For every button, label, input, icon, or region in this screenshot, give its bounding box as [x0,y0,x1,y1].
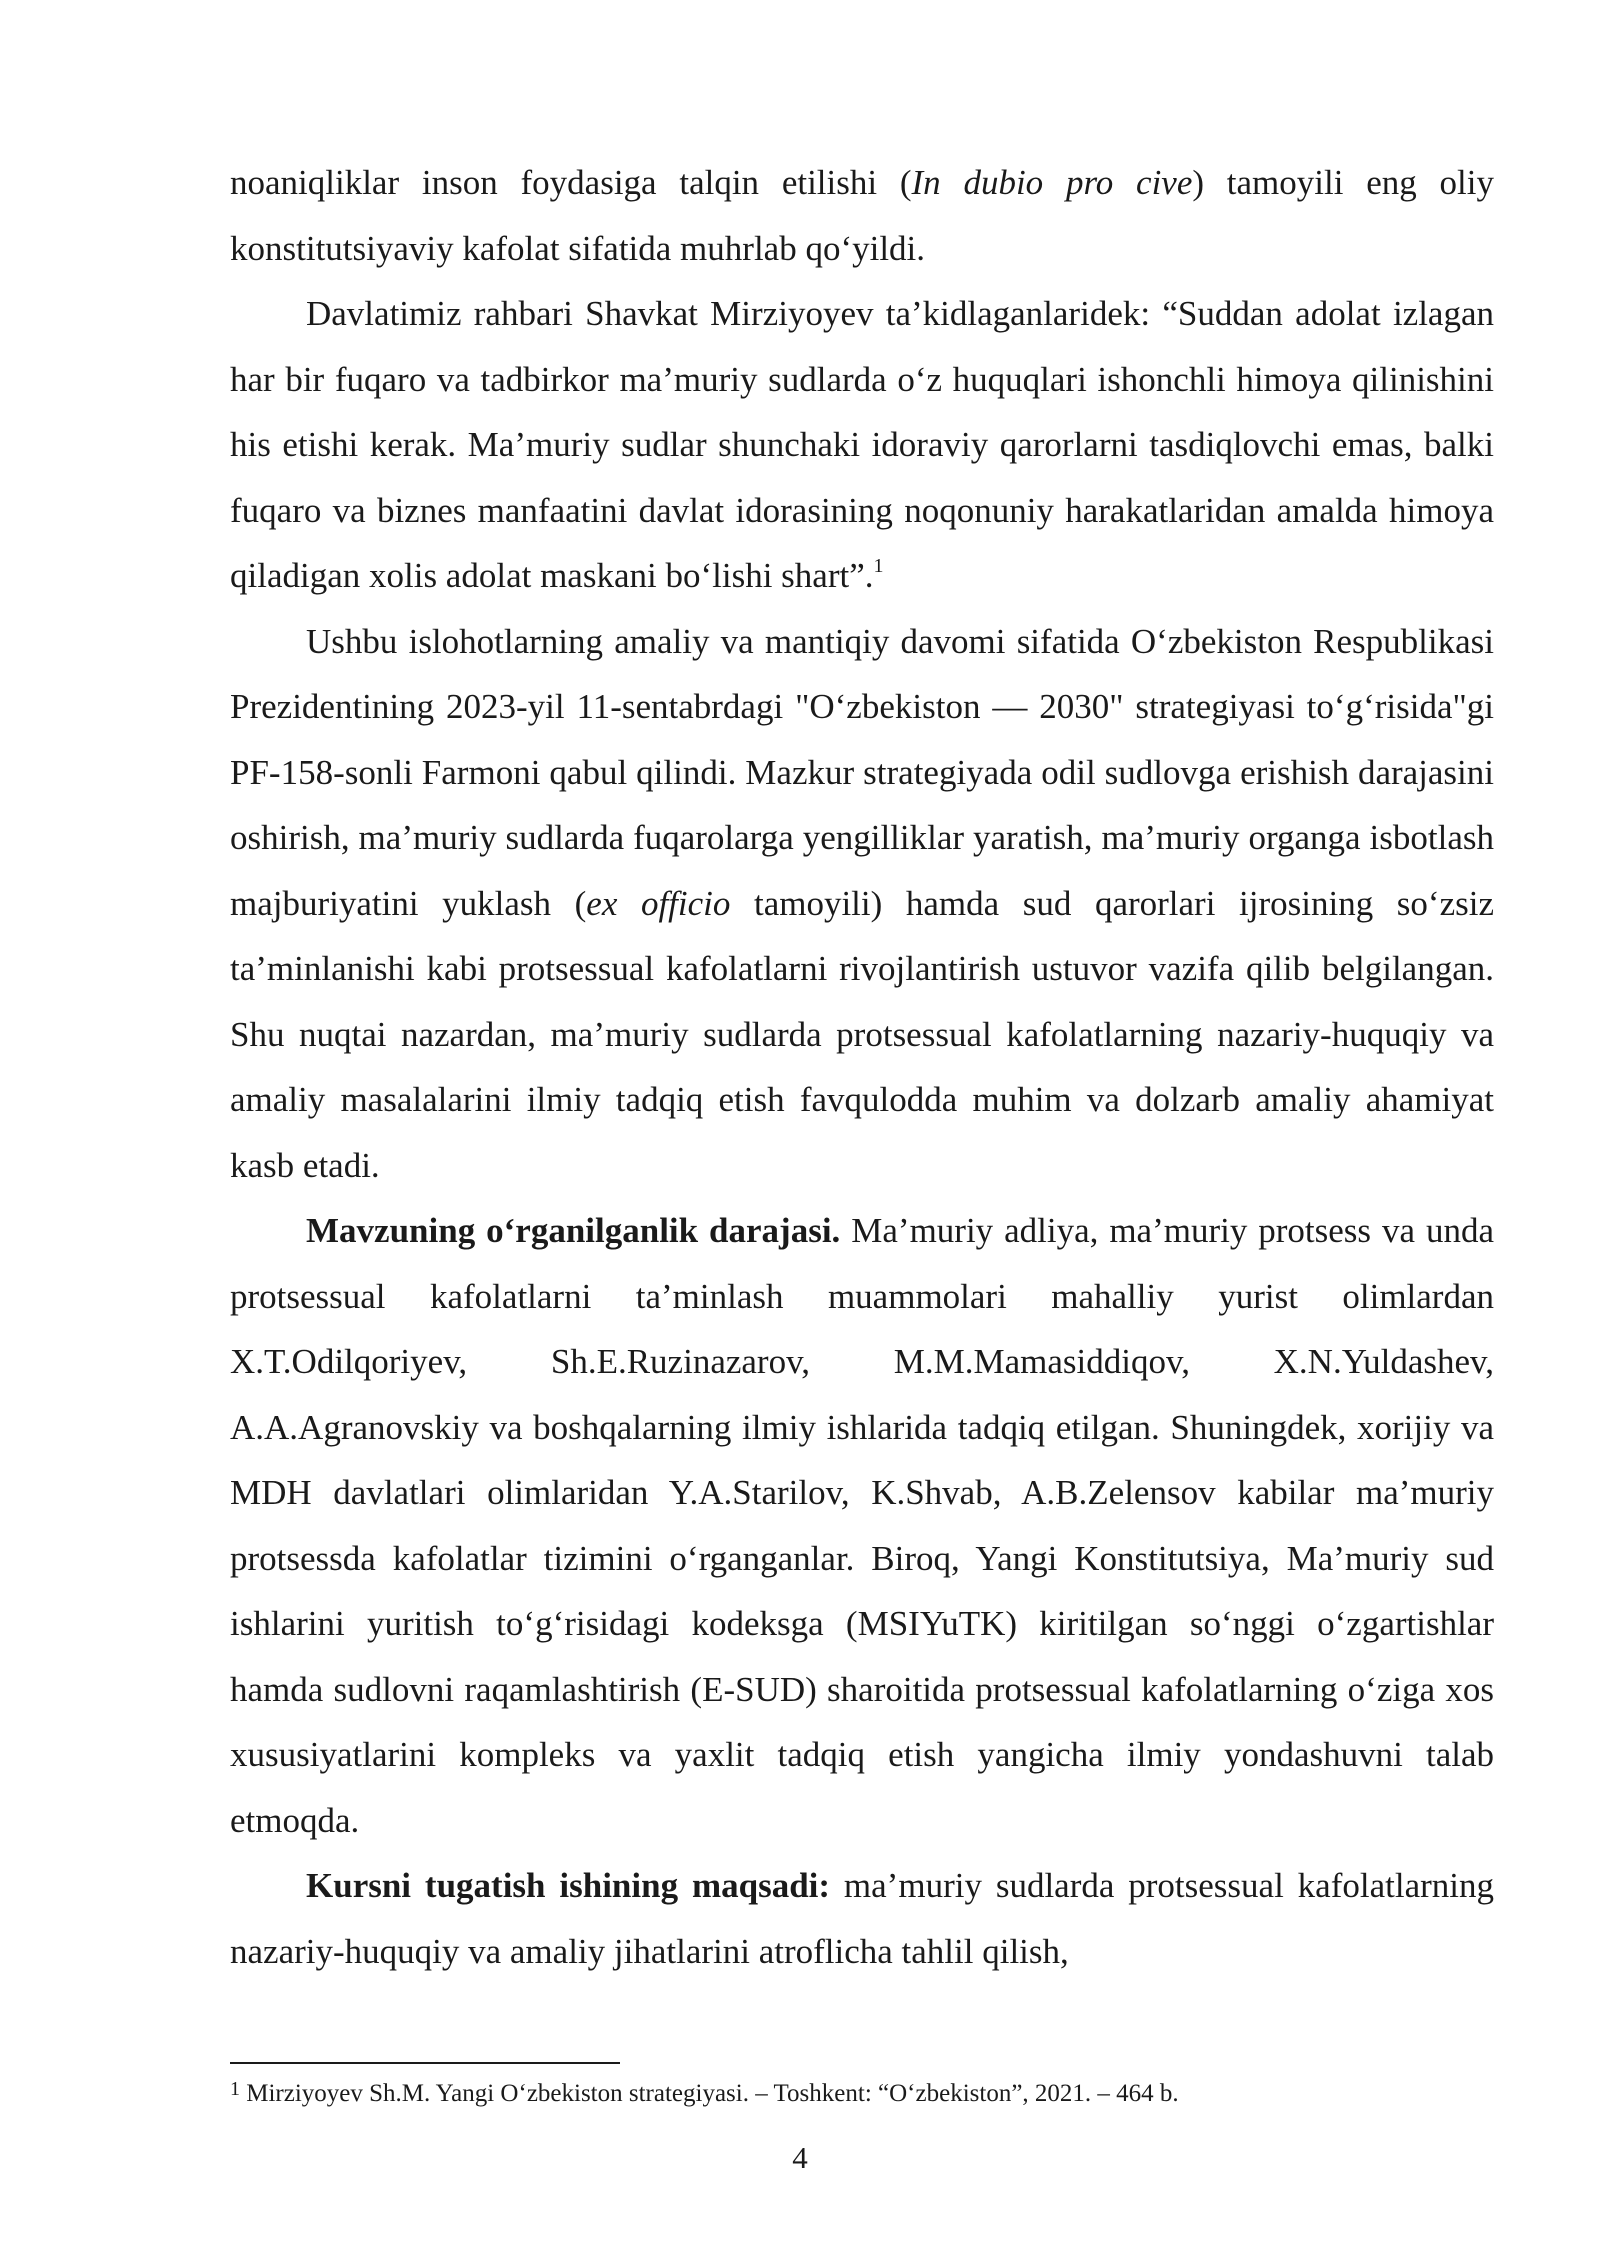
section-heading-study-degree: Mavzuning o‘rganilganlik darajasi. [306,1211,841,1250]
paragraph-3-part-a: Ushbu islohotlarning amaliy va mantiqiy davomi sifatida O‘zbekiston Respublikasi Prezidentining 2023-yil 11-sentabrdagi "O‘zbekiston — 2030" strategiyasi to‘g‘risida"gi PF-158-sonli Farmoni qabul qilindi. Mazkur strategiyada odil sudlovga erishish darajasini oshirish, ma’muriy sudlarda fuqarolarga yengilliklar yaratish, ma’muriy organga isbotlash majburiyatini yuklash ( [230,621,1494,923]
footnote-text: Mirziyoyev Sh.M. Yangi O‘zbekiston strategiyasi. – Toshkent: “O‘zbekiston”, 2021. – 464 b. [240,2080,1179,2107]
latin-phrase-in-dubio: In dubio pro cive [911,163,1193,202]
footnote-reference[interactable]: 1 [873,555,884,578]
paragraph-1 [230,150,1494,281]
page-number: 4 [792,2140,808,2175]
paragraph-1-part-a: noaniqliklar inson foydasiga talqin etilishi ( [230,163,912,202]
paragraph-4 [230,1198,1494,1853]
latin-phrase-ex-officio: ex officio [586,883,731,923]
paragraph-3-part-c: tamoyili) hamda sud qarorlari ijrosining so‘zsiz ta’minlanishi kabi protsessual kafolatlarni rivojlantirish ustuvor vazifa qilib belgilangan. Shu nuqtai nazardan, ma’muriy sudlarda protsessual kafolatlarning nazariy-huquqiy va amaliy masalalarini ilmiy tadqiq etish favqulodda muhim va dolzarb amaliy ahamiyat kasb etadi. [230,883,1494,1185]
footnote-number: 1 [230,2078,240,2100]
footnote [230,2076,1494,2113]
footnote-divider [230,2062,620,2064]
paragraph-2-text: Davlatimiz rahbari Shavkat Mirziyoyev ta’kidlaganlaridek: “Suddan adolat izlagan har bir fuqaro va tadbirkor ma’muriy sudlarda o‘z huquqlari ishonchli himoya qilinishini his etishi kerak. Ma’muriy sudlar shunchaki idoraviy qarorlarni tasdiqlovchi emas, balki fuqaro va biznes manfaatini davlat idorasining noqonuniy harakatlaridan amalda himoya qiladigan xolis adolat maskani bo‘lishi shart”. [230,294,1494,595]
page-body [230,150,1494,1984]
section-heading-goal: Kursni tugatish ishining maqsadi: [306,1866,831,1905]
paragraph-5-text: ma’muriy sudlarda protsessual kafolatlarning nazariy-huquqiy va amaliy jihatlarini atroflicha tahlil qilish, [230,1866,1494,1971]
paragraph-5 [230,1853,1494,1984]
paragraph-3 [230,609,1494,1199]
paragraph-2 [230,281,1494,609]
paragraph-1-part-c: ) tamoyili eng oliy konstitutsiyaviy kafolat sifatida muhrlab qo‘yildi. [230,163,1494,268]
paragraph-4-text: Ma’muriy adliya, ma’muriy protsess va unda protsessual kafolatlarni ta’minlash muammolari mahalliy yurist olimlardan X.T.Odilqoriyev, Sh.E.Ruzinazarov, M.M.Mamasiddiqov, X.N.Yuldashev, A.A.Agranovskiy va boshqalarning ilmiy ishlarida tadqiq etilgan. Shuningdek, xorijiy va MDH davlatlari olimlaridan Y.A.Starilov, K.Shvab, A.B.Zelensov kabilar ma’muriy protsessda kafolatlar tizimini o‘rganganlar. Biroq, Yangi Konstitutsiya, Ma’muriy sud ishlarini yuritish to‘g‘risidagi kodeksga (MSIYuTK) kiritilgan so‘nggi o‘zgartishlar hamda sudlovni raqamlashtirish (E-SUD) sharoitida protsessual kafolatlarning o‘ziga xos xususiyatlarini kompleks va yaxlit tadqiq etish yangicha ilmiy yondashuvni talab etmoqda. [230,1211,1495,1840]
